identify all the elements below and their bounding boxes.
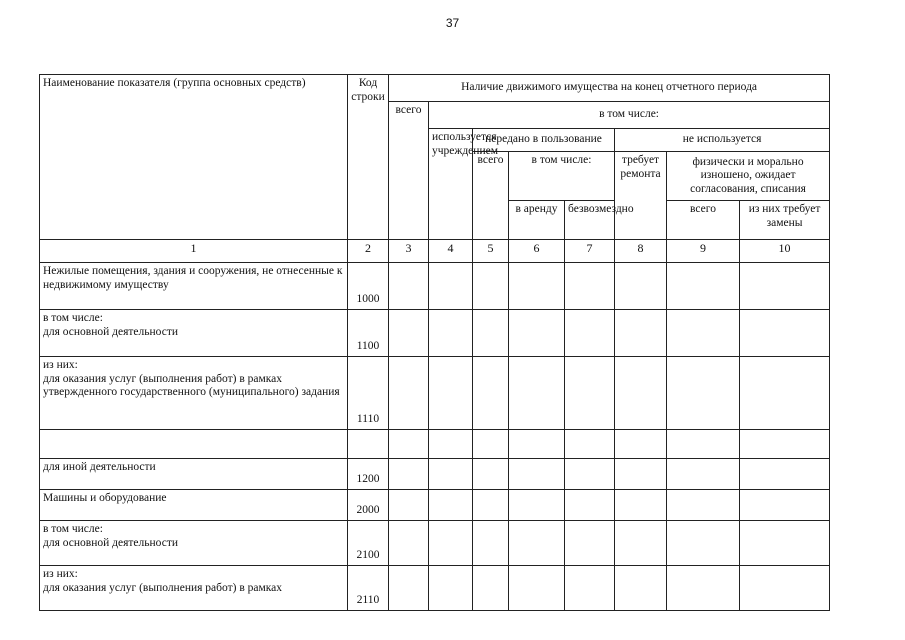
column-number: 5	[473, 240, 509, 263]
value-cell[interactable]	[740, 263, 830, 310]
value-cell[interactable]	[615, 521, 667, 566]
row-code	[348, 430, 389, 459]
row-code: 2110	[348, 566, 389, 611]
value-cell[interactable]	[389, 263, 429, 310]
value-cell[interactable]	[509, 263, 565, 310]
value-cell[interactable]	[565, 263, 615, 310]
value-cell[interactable]	[740, 430, 830, 459]
value-cell[interactable]	[667, 310, 740, 357]
value-cell[interactable]	[615, 490, 667, 521]
value-cell[interactable]	[429, 310, 473, 357]
value-cell[interactable]	[615, 566, 667, 611]
table-row	[40, 566, 830, 611]
row-label: в том числе: для основной деятельности	[40, 310, 348, 357]
row-code: 1000	[348, 263, 389, 310]
column-number: 2	[348, 240, 389, 263]
table-row	[40, 310, 830, 357]
column-number: 4	[429, 240, 473, 263]
value-cell[interactable]	[565, 490, 615, 521]
value-cell[interactable]	[473, 490, 509, 521]
value-cell[interactable]	[565, 357, 615, 430]
value-cell[interactable]	[615, 430, 667, 459]
value-cell[interactable]	[565, 310, 615, 357]
value-cell[interactable]	[389, 490, 429, 521]
row-label: в том числе: для основной деятельности	[40, 521, 348, 566]
value-cell[interactable]	[429, 263, 473, 310]
table-row	[40, 357, 830, 430]
value-cell[interactable]	[473, 566, 509, 611]
header-used: используется учреждением	[429, 129, 473, 240]
table-row	[40, 490, 830, 521]
value-cell[interactable]	[509, 459, 565, 490]
value-cell[interactable]	[565, 566, 615, 611]
value-cell[interactable]	[389, 459, 429, 490]
value-cell[interactable]	[473, 459, 509, 490]
value-cell[interactable]	[667, 430, 740, 459]
value-cell[interactable]	[389, 357, 429, 430]
header-obsolete-replace: из них требует замены	[740, 201, 830, 240]
value-cell[interactable]	[473, 310, 509, 357]
value-cell[interactable]	[565, 459, 615, 490]
value-cell[interactable]	[429, 566, 473, 611]
value-cell[interactable]	[667, 490, 740, 521]
column-number: 7	[565, 240, 615, 263]
table-row	[40, 430, 830, 459]
row-label: Нежилые помещения, здания и сооружения, не отнесенные к недвижимому имуществу	[40, 263, 348, 310]
header-availability: Наличие движимого имущества на конец отчетного периода	[389, 75, 830, 102]
header-transferred-total: всего	[473, 152, 509, 240]
header-rent: в аренду	[509, 201, 565, 240]
column-number: 9	[667, 240, 740, 263]
value-cell[interactable]	[389, 430, 429, 459]
value-cell[interactable]	[429, 357, 473, 430]
row-code: 1200	[348, 459, 389, 490]
column-number: 8	[615, 240, 667, 263]
header-obsolete-total: всего	[667, 201, 740, 240]
value-cell[interactable]	[509, 521, 565, 566]
value-cell[interactable]	[740, 566, 830, 611]
table-row	[40, 263, 830, 310]
value-cell[interactable]	[565, 521, 615, 566]
value-cell[interactable]	[509, 357, 565, 430]
value-cell[interactable]	[740, 490, 830, 521]
value-cell[interactable]	[509, 490, 565, 521]
row-label: из них: для оказания услуг (выполнения работ) в рамках утвержденного государственного (муниципального) задания	[40, 357, 348, 430]
value-cell[interactable]	[509, 566, 565, 611]
row-code: 2100	[348, 521, 389, 566]
value-cell[interactable]	[667, 521, 740, 566]
value-cell[interactable]	[565, 430, 615, 459]
value-cell[interactable]	[667, 357, 740, 430]
header-total: всего	[389, 102, 429, 240]
value-cell[interactable]	[473, 521, 509, 566]
row-code: 2000	[348, 490, 389, 521]
row-label	[40, 430, 348, 459]
value-cell[interactable]	[509, 430, 565, 459]
value-cell[interactable]	[615, 310, 667, 357]
value-cell[interactable]	[389, 310, 429, 357]
column-number: 10	[740, 240, 830, 263]
value-cell[interactable]	[740, 459, 830, 490]
header-obsolete: физически и морально изношено, ожидает согласования, списания	[667, 152, 830, 201]
header-requires-repair: требует ремонта	[615, 152, 667, 240]
value-cell[interactable]	[615, 357, 667, 430]
value-cell[interactable]	[740, 521, 830, 566]
value-cell[interactable]	[667, 263, 740, 310]
value-cell[interactable]	[740, 310, 830, 357]
table-row	[40, 459, 830, 490]
column-numbers-row	[40, 240, 830, 263]
value-cell[interactable]	[473, 430, 509, 459]
value-cell[interactable]	[473, 263, 509, 310]
value-cell[interactable]	[615, 263, 667, 310]
page-number: 37	[445, 16, 460, 30]
row-label: Машины и оборудование	[40, 490, 348, 521]
value-cell[interactable]	[389, 521, 429, 566]
value-cell[interactable]	[615, 459, 667, 490]
value-cell[interactable]	[667, 566, 740, 611]
value-cell[interactable]	[389, 566, 429, 611]
value-cell[interactable]	[473, 357, 509, 430]
row-code: 1100	[348, 310, 389, 357]
header-not-used: не используется	[615, 129, 830, 152]
row-label: для иной деятельности	[40, 459, 348, 490]
value-cell[interactable]	[429, 490, 473, 521]
header-including: в том числе:	[429, 102, 830, 129]
header-transferred-including: в том числе:	[509, 152, 615, 201]
header-free-use: безвозмездно	[565, 201, 615, 240]
value-cell[interactable]	[740, 357, 830, 430]
header-transferred: передано в пользование	[473, 129, 615, 152]
row-label: из них: для оказания услуг (выполнения работ) в рамках	[40, 566, 348, 611]
value-cell[interactable]	[429, 459, 473, 490]
value-cell[interactable]	[509, 310, 565, 357]
value-cell[interactable]	[429, 521, 473, 566]
header-indicator-name: Наименование показателя (группа основных средств)	[40, 75, 348, 240]
table-row	[40, 521, 830, 566]
row-code: 1110	[348, 357, 389, 430]
header-line-code: Код строки	[348, 75, 389, 240]
property-table	[39, 74, 830, 611]
value-cell[interactable]	[667, 459, 740, 490]
value-cell[interactable]	[429, 430, 473, 459]
column-number: 3	[389, 240, 429, 263]
column-number: 6	[509, 240, 565, 263]
column-number: 1	[40, 240, 348, 263]
